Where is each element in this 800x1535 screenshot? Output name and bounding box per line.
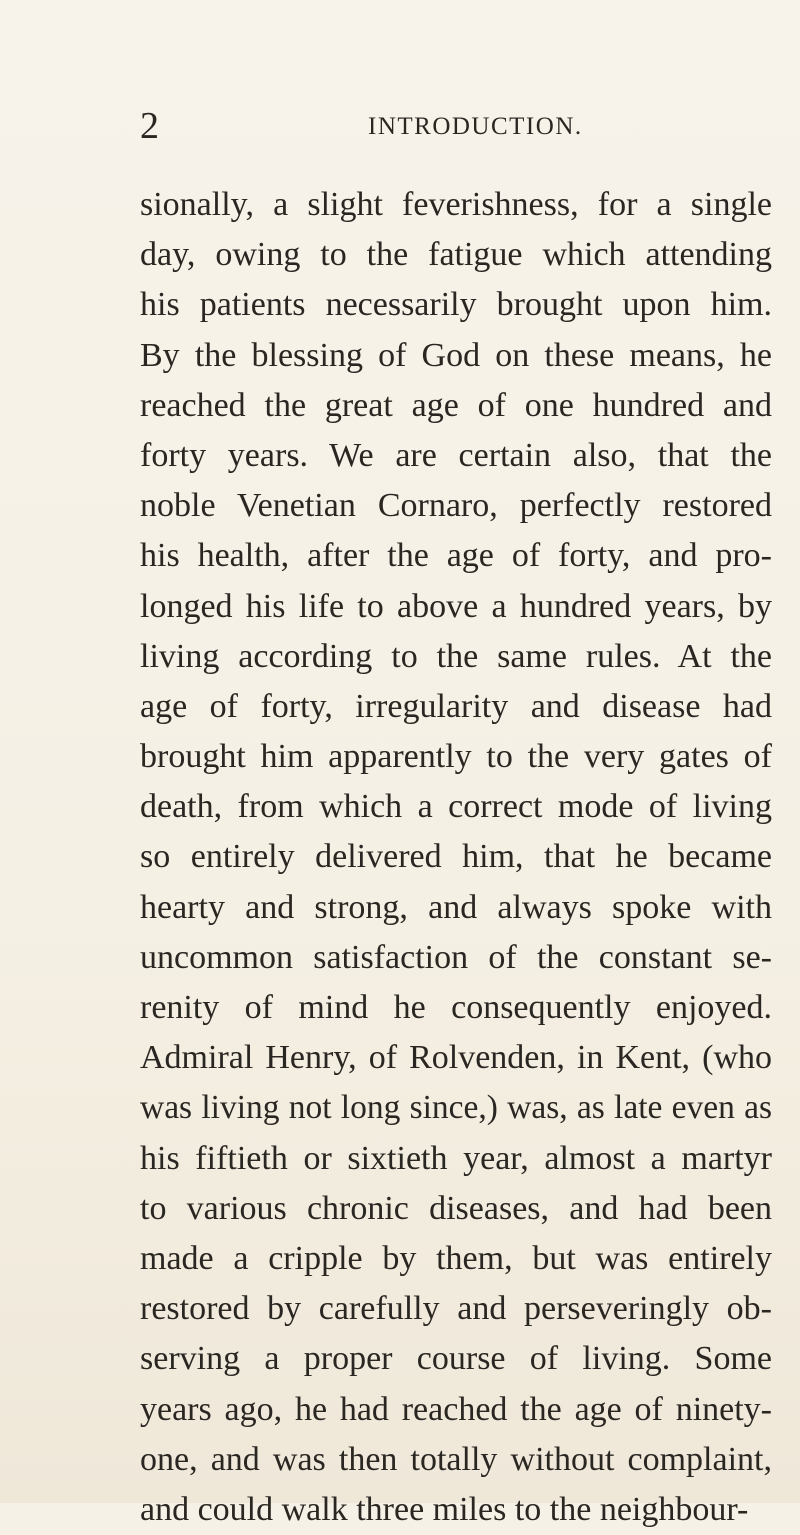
text-line: to various chronic diseases, and had been [140, 1189, 772, 1227]
text-line: By the blessing of God on these means, he [140, 336, 772, 374]
text-line: and could walk three miles to the neighbour- [140, 1490, 749, 1528]
text-line: day, owing to the fatigue which attending [140, 236, 772, 274]
text-line: hearty and strong, and always spoke with [140, 888, 772, 926]
text-line: Admiral Henry, of Rolvenden, in Kent, (who [140, 1039, 772, 1077]
text-line: serving a proper course of living. Some [140, 1340, 772, 1378]
text-line: reached the great age of one hundred and [140, 386, 772, 424]
text-line: his patients necessarily brought upon him. [140, 286, 772, 324]
text-line: living according to the same rules. At the [140, 637, 772, 675]
page-header [140, 103, 740, 149]
text-line: forty years. We are certain also, that the [140, 436, 772, 474]
text-line: sionally, a slight feverishness, for a single [140, 186, 772, 223]
running-head: INTRODUCTION. [368, 113, 583, 140]
text-line: longed his life to above a hundred years, by [140, 587, 772, 625]
text-line: brought him apparently to the very gates of [140, 738, 772, 776]
text-line: years ago, he had reached the age of ninety- [140, 1390, 772, 1428]
text-line: so entirely delivered him, that he became [140, 838, 772, 876]
text-line: renity of mind he consequently enjoyed. [140, 989, 772, 1026]
text-line: death, from which a correct mode of living [140, 788, 772, 826]
text-line: uncommon satisfaction of the constant se- [140, 938, 772, 976]
text-line: age of forty, irregularity and disease had [140, 687, 772, 725]
text-line: noble Venetian Cornaro, perfectly restored [140, 487, 772, 525]
text-line: his health, after the age of forty, and pro- [140, 537, 772, 575]
text-line: one, and was then totally without complaint, [140, 1440, 772, 1478]
text-line: made a cripple by them, but was entirely [140, 1239, 772, 1277]
page-number: 2 [140, 105, 159, 147]
body-text [140, 180, 772, 1535]
text-line: his fiftieth or sixtieth year, almost a martyr [140, 1139, 772, 1177]
text-line: was living not long since,) was, as late even as [140, 1089, 772, 1127]
text-line: restored by carefully and perseveringly ob- [140, 1290, 772, 1328]
